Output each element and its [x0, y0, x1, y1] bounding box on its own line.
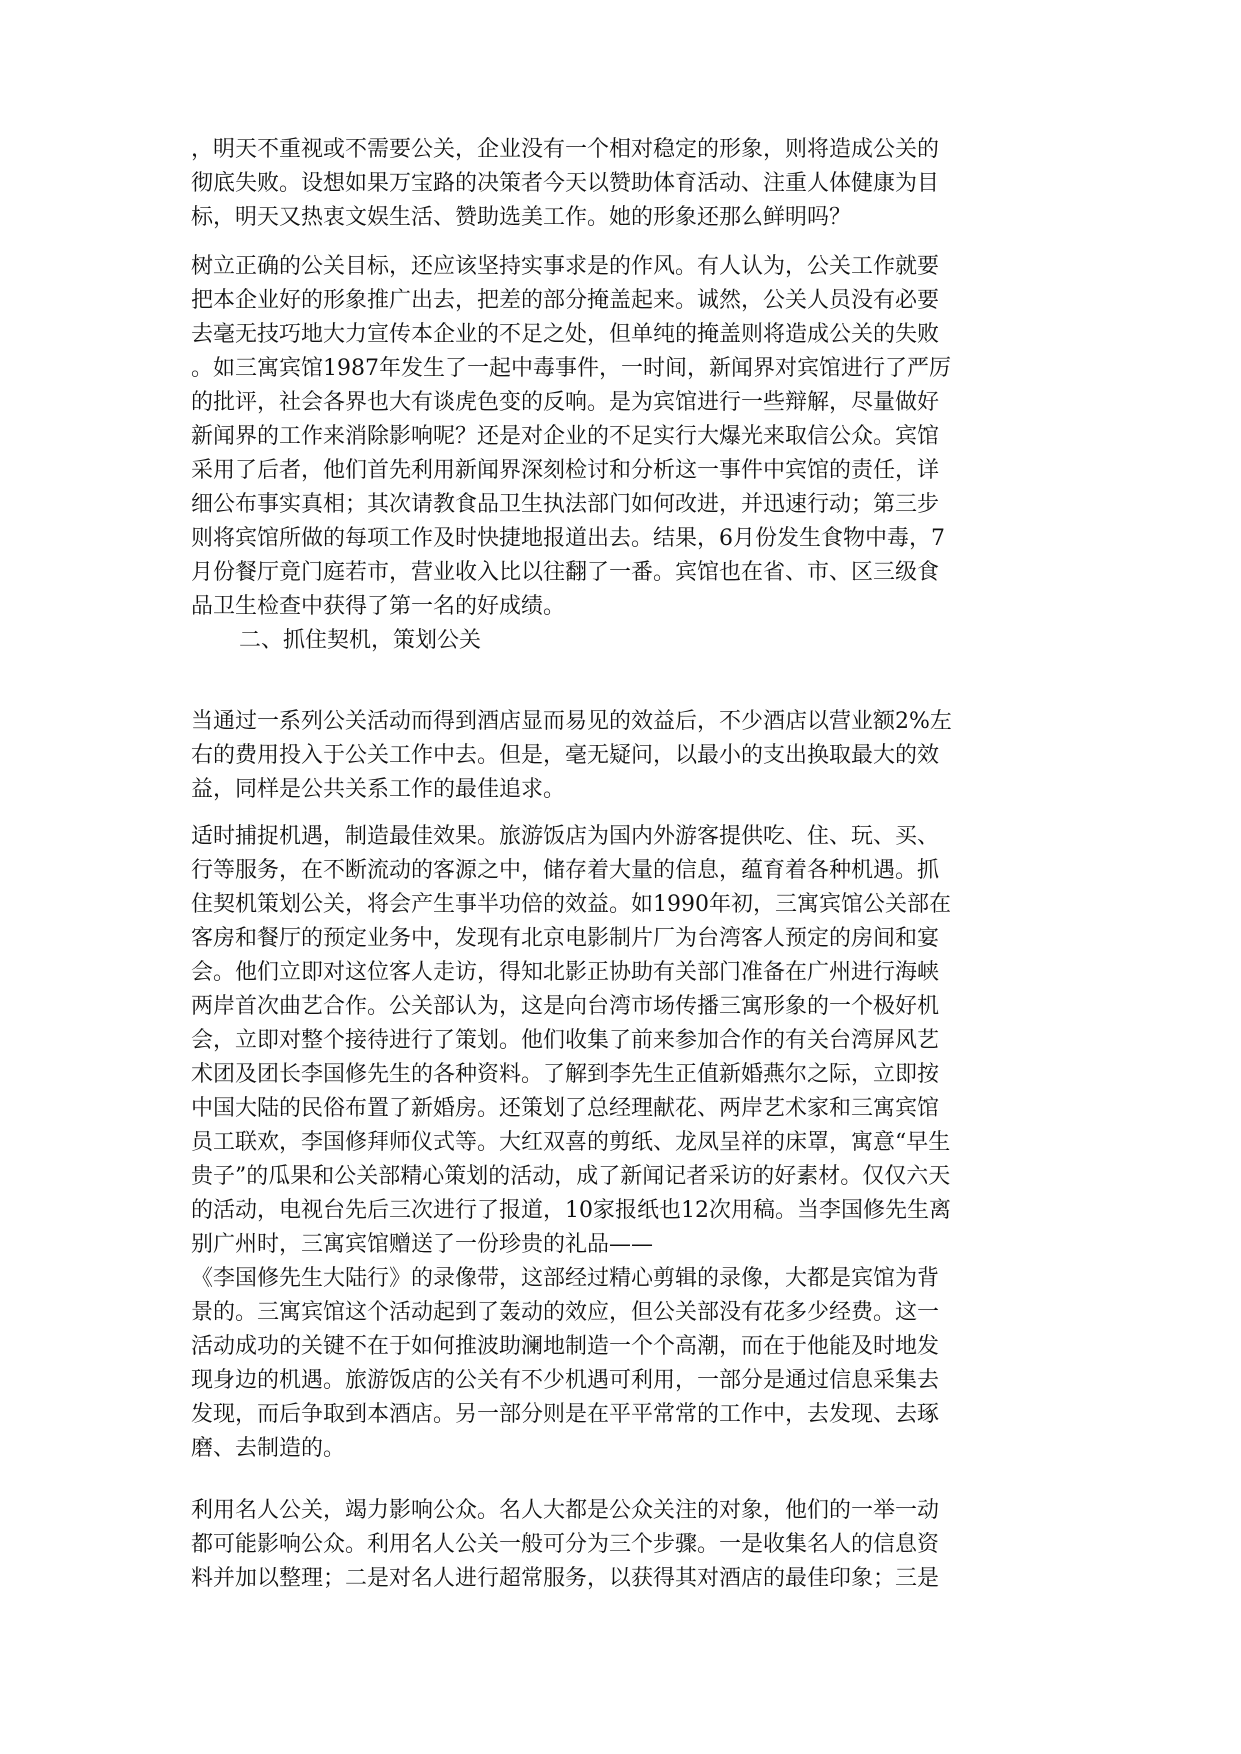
paragraph-4 — [191, 820, 1051, 1466]
text-line: 品卫生检查中获得了第一名的好成绩。 — [191, 594, 566, 619]
text-line: 则将宾馆所做的每项工作及时快捷地报道出去。结果，6月份发生食物中毒，7 — [191, 526, 945, 551]
text-line: 右的费用投入于公关工作中去。但是，毫无疑问，以最小的支出换取最大的效 — [191, 743, 940, 768]
text-line: 两岸首次曲艺合作。公关部认为，这是向台湾市场传播三寓形象的一个极好机 — [191, 994, 940, 1019]
text-line: 会。他们立即对这位客人走访，得知北影正协助有关部门准备在广州进行海峡 — [191, 960, 940, 985]
text-line: 益，同样是公共关系工作的最佳追求。 — [191, 777, 566, 802]
text-line: 客房和餐厅的预定业务中，发现有北京电影制片厂为台湾客人预定的房间和宴 — [191, 926, 940, 951]
text-line: 现身边的机遇。旅游饭店的公关有不少机遇可利用，一部分是通过信息采集去 — [191, 1368, 940, 1393]
text-line: 行等服务，在不断流动的客源之中，储存着大量的信息，蕴育着各种机遇。抓 — [191, 858, 940, 883]
text-line: 料并加以整理；二是对名人进行超常服务，以获得其对酒店的最佳印象；三是 — [191, 1566, 940, 1591]
text-line: 当通过一系列公关活动而得到酒店显而易见的效益后，不少酒店以营业额2%左 — [191, 709, 952, 734]
text-line: 彻底失败。设想如果万宝路的决策者今天以赞助体育活动、注重人体健康为目 — [191, 171, 940, 196]
text-line: 术团及团长李国修先生的各种资料。了解到李先生正值新婚燕尔之际，立即按 — [191, 1062, 940, 1087]
text-line: 的批评，社会各界也大有谈虎色变的反响。是为宾馆进行一些辩解，尽量做好 — [191, 390, 940, 415]
section-heading: 二、抓住契机，策划公关 — [239, 628, 482, 653]
text-line: 细公布事实真相；其次请教食品卫生执法部门如何改进，并迅速行动；第三步 — [191, 492, 940, 517]
text-line: 采用了后者，他们首先利用新闻界深刻检讨和分析这一事件中宾馆的责任，详 — [191, 458, 940, 483]
text-line: 会，立即对整个接待进行了策划。他们收集了前来参加合作的有关台湾屏风艺 — [191, 1028, 940, 1053]
text-line: 树立正确的公关目标，还应该坚持实事求是的作风。有人认为，公关工作就要 — [191, 254, 940, 279]
text-line: 。如三寓宾馆1987年发生了一起中毒事件，一时间，新闻界对宾馆进行了严厉 — [191, 356, 951, 381]
text-line: 别广州时，三寓宾馆赠送了一份珍贵的礼品—— — [191, 1232, 654, 1257]
text-line: 中国大陆的民俗布置了新婚房。还策划了总经理献花、两岸艺术家和三寓宾馆 — [191, 1096, 940, 1121]
text-line: 活动成功的关键不在于如何推波助澜地制造一个个高潮，而在于他能及时地发 — [191, 1334, 940, 1359]
text-line: 适时捕捉机遇，制造最佳效果。旅游饭店为国内外游客提供吃、住、玩、买、 — [191, 824, 940, 849]
text-line: 景的。三寓宾馆这个活动起到了轰动的效应，但公关部没有花多少经费。这一 — [191, 1300, 940, 1325]
text-line: 标，明天又热衷文娱生活、赞助选美工作。她的形象还那么鲜明吗？ — [191, 205, 852, 230]
text-line: 员工联欢，李国修拜师仪式等。大红双喜的剪纸、龙凤呈祥的床罩，寓意“早生 — [191, 1130, 951, 1155]
text-line: 《李国修先生大陆行》的录像带，这部经过精心剪辑的录像，大都是宾馆为背 — [191, 1266, 940, 1291]
paragraph-3 — [191, 705, 1051, 807]
text-line: 都可能影响公众。利用名人公关一般可分为三个步骤。一是收集名人的信息资 — [191, 1532, 940, 1557]
paragraph-5 — [191, 1494, 1051, 1596]
paragraph-1 — [191, 133, 1051, 235]
text-line: 月份餐厅竟门庭若市，营业收入比以往翻了一番。宾馆也在省、市、区三级食 — [191, 560, 940, 585]
text-line: ，明天不重视或不需要公关，企业没有一个相对稳定的形象，则将造成公关的 — [191, 137, 940, 162]
text-line: 磨、去制造的。 — [191, 1436, 346, 1461]
text-line: 的活动，电视台先后三次进行了报道，10家报纸也12次用稿。当李国修先生离 — [191, 1198, 951, 1223]
text-line: 新闻界的工作来消除影响呢？还是对企业的不足实行大爆光来取信公众。宾馆 — [191, 424, 940, 449]
text-line: 发现，而后争取到本酒店。另一部分则是在平平常常的工作中，去发现、去琢 — [191, 1402, 940, 1427]
text-line: 住契机策划公关，将会产生事半功倍的效益。如1990年初，三寓宾馆公关部在 — [191, 892, 951, 917]
text-line: 去毫无技巧地大力宣传本企业的不足之处，但单纯的掩盖则将造成公关的失败 — [191, 322, 940, 347]
text-line: 贵子”的瓜果和公关部精心策划的活动，成了新闻记者采访的好素材。仅仅六天 — [191, 1164, 951, 1189]
paragraph-2 — [191, 250, 1051, 658]
text-line: 利用名人公关，竭力影响公众。名人大都是公众关注的对象，他们的一举一动 — [191, 1498, 940, 1523]
text-line: 把本企业好的形象推广出去，把差的部分掩盖起来。诚然，公关人员没有必要 — [191, 288, 940, 313]
